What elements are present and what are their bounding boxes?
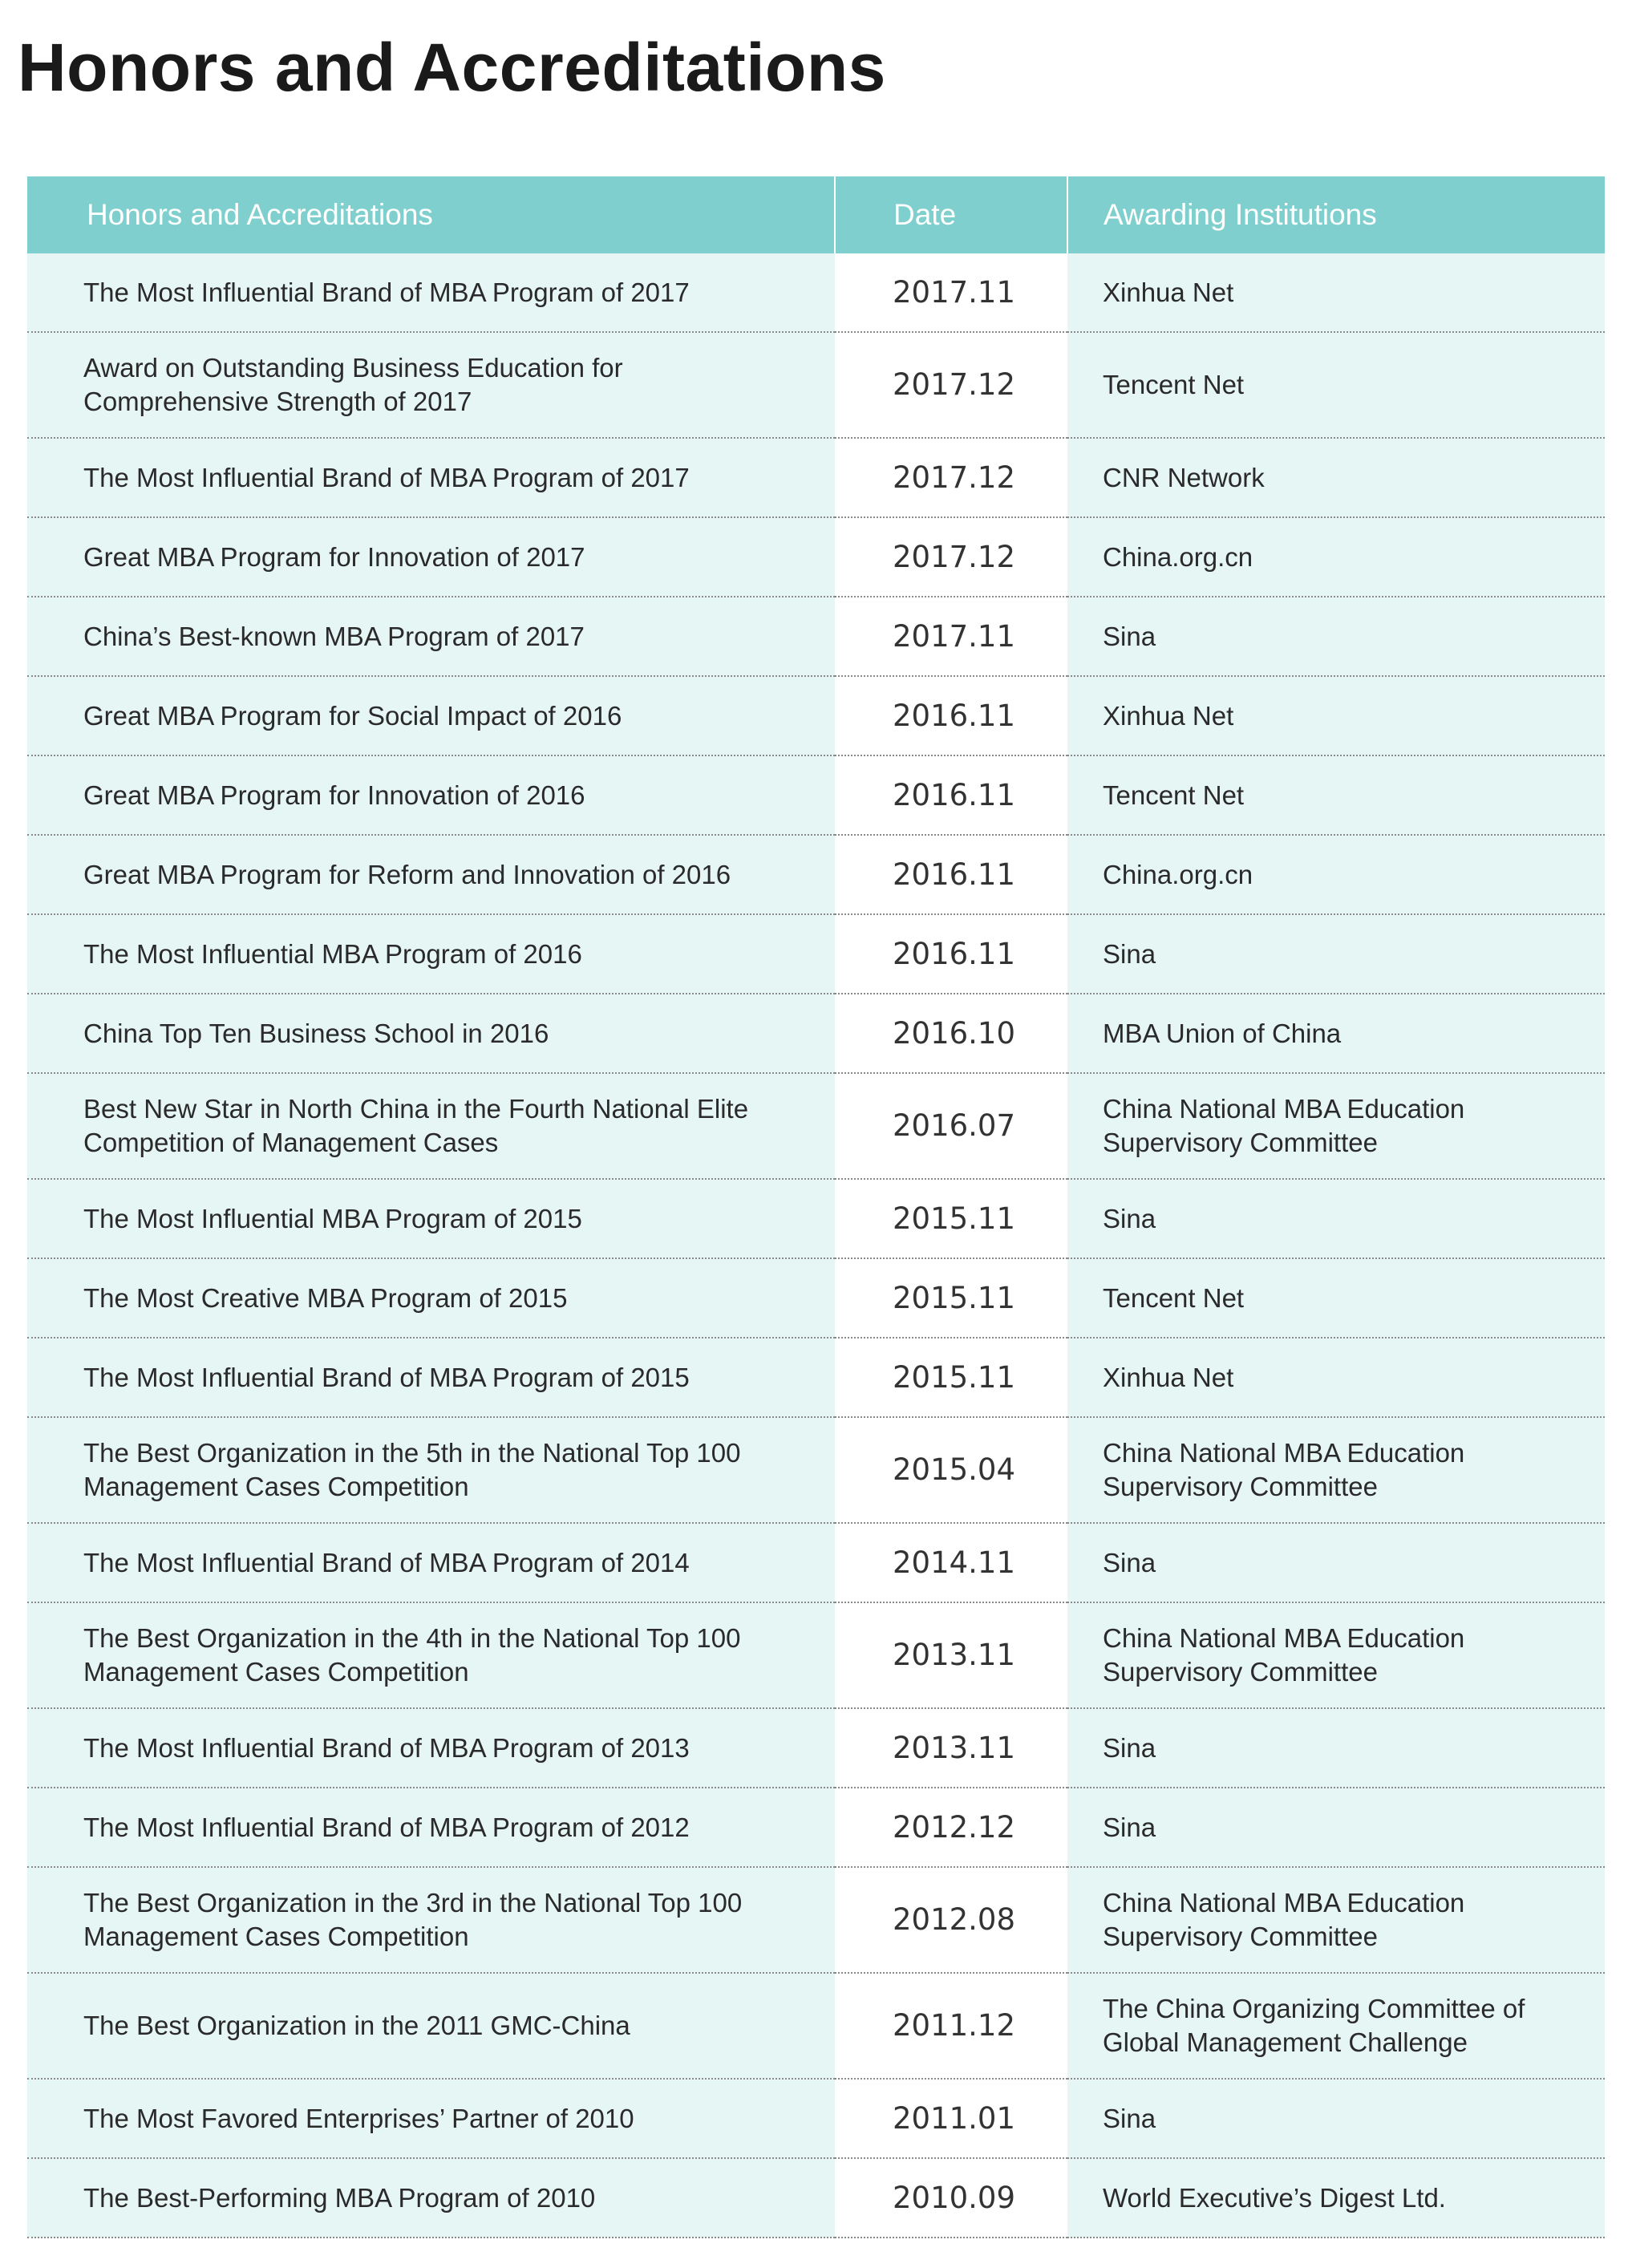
table-row (27, 1867, 1605, 1973)
honor-cell: Best New Star in North China in the Fourth National Elite Competition of Management Cases (27, 1073, 835, 1179)
institution-cell: CNR Network (1067, 438, 1605, 517)
honor-cell: Great MBA Program for Innovation of 2017 (27, 517, 835, 597)
date-cell: 2015.11 (835, 1179, 1067, 1258)
table-row (27, 1973, 1605, 2079)
table-row (27, 676, 1605, 755)
date-cell: 2016.10 (835, 994, 1067, 1073)
institution-cell: Sina (1067, 1523, 1605, 1602)
honor-cell: The Best Organization in the 3rd in the National Top 100 Management Cases Competition (27, 1867, 835, 1973)
table-body (27, 253, 1605, 2238)
institution-cell: Xinhua Net (1067, 676, 1605, 755)
date-cell: 2016.11 (835, 676, 1067, 755)
honor-cell: Great MBA Program for Social Impact of 2016 (27, 676, 835, 755)
date-cell: 2016.11 (835, 914, 1067, 994)
institution-cell: Sina (1067, 914, 1605, 994)
date-cell: 2015.11 (835, 1338, 1067, 1417)
institution-cell: China.org.cn (1067, 835, 1605, 914)
institution-cell: Sina (1067, 1788, 1605, 1867)
date-cell: 2016.11 (835, 755, 1067, 835)
table-row (27, 253, 1605, 332)
table-header-row (27, 176, 1605, 253)
honor-cell: Great MBA Program for Reform and Innovation of 2016 (27, 835, 835, 914)
institution-cell: Tencent Net (1067, 332, 1605, 438)
table-row (27, 1417, 1605, 1523)
institution-cell: Sina (1067, 1708, 1605, 1788)
honors-table (27, 176, 1605, 2238)
honor-cell: Great MBA Program for Innovation of 2016 (27, 755, 835, 835)
table-row (27, 1788, 1605, 1867)
institution-cell: Sina (1067, 597, 1605, 676)
honor-cell: The Most Influential MBA Program of 2016 (27, 914, 835, 994)
date-cell: 2013.11 (835, 1602, 1067, 1708)
page-title: Honors and Accreditations (18, 30, 886, 105)
honor-cell: China Top Ten Business School in 2016 (27, 994, 835, 1073)
date-cell: 2017.11 (835, 597, 1067, 676)
table-row (27, 1258, 1605, 1338)
date-cell: 2015.11 (835, 1258, 1067, 1338)
date-cell: 2016.07 (835, 1073, 1067, 1179)
date-cell: 2017.11 (835, 253, 1067, 332)
institution-cell: China National MBA Education Supervisory Committee (1067, 1867, 1605, 1973)
table-row (27, 438, 1605, 517)
institution-cell: MBA Union of China (1067, 994, 1605, 1073)
honor-cell: The Most Favored Enterprises’ Partner of 2010 (27, 2079, 835, 2158)
honor-cell: The Best Organization in the 2011 GMC-China (27, 1973, 835, 2079)
date-cell: 2011.12 (835, 1973, 1067, 2079)
date-cell: 2017.12 (835, 438, 1067, 517)
date-cell: 2017.12 (835, 332, 1067, 438)
table-row (27, 1179, 1605, 1258)
institution-cell: Sina (1067, 2079, 1605, 2158)
honor-cell: The Most Influential Brand of MBA Program of 2014 (27, 1523, 835, 1602)
honor-cell: The Best Organization in the 4th in the National Top 100 Management Cases Competition (27, 1602, 835, 1708)
honor-cell: The Best Organization in the 5th in the National Top 100 Management Cases Competition (27, 1417, 835, 1523)
honor-cell: The Most Influential MBA Program of 2015 (27, 1179, 835, 1258)
table-row (27, 994, 1605, 1073)
institution-cell: The China Organizing Committee of Global Management Challenge (1067, 1973, 1605, 2079)
date-cell: 2011.01 (835, 2079, 1067, 2158)
date-cell: 2012.12 (835, 1788, 1067, 1867)
column-header-honor: Honors and Accreditations (27, 176, 835, 253)
honor-cell: China’s Best-known MBA Program of 2017 (27, 597, 835, 676)
honor-cell: The Best-Performing MBA Program of 2010 (27, 2158, 835, 2238)
date-cell: 2015.04 (835, 1417, 1067, 1523)
institution-cell: China National MBA Education Supervisory Committee (1067, 1602, 1605, 1708)
honor-cell: The Most Influential Brand of MBA Program of 2017 (27, 253, 835, 332)
table-row (27, 1338, 1605, 1417)
honor-cell: Award on Outstanding Business Education for Comprehensive Strength of 2017 (27, 332, 835, 438)
date-cell: 2017.12 (835, 517, 1067, 597)
column-header-date: Date (835, 176, 1067, 253)
institution-cell: Tencent Net (1067, 755, 1605, 835)
institution-cell: World Executive’s Digest Ltd. (1067, 2158, 1605, 2238)
institution-cell: China.org.cn (1067, 517, 1605, 597)
honor-cell: The Most Influential Brand of MBA Program of 2017 (27, 438, 835, 517)
honor-cell: The Most Influential Brand of MBA Program of 2013 (27, 1708, 835, 1788)
table-row (27, 517, 1605, 597)
date-cell: 2014.11 (835, 1523, 1067, 1602)
table-row (27, 597, 1605, 676)
table-row (27, 2158, 1605, 2238)
column-header-institution: Awarding Institutions (1067, 176, 1605, 253)
institution-cell: Tencent Net (1067, 1258, 1605, 1338)
table-header (27, 176, 1605, 253)
honor-cell: The Most Influential Brand of MBA Program of 2015 (27, 1338, 835, 1417)
date-cell: 2012.08 (835, 1867, 1067, 1973)
table-row (27, 1073, 1605, 1179)
table-row (27, 1602, 1605, 1708)
table-row (27, 835, 1605, 914)
date-cell: 2010.09 (835, 2158, 1067, 2238)
table-row (27, 332, 1605, 438)
institution-cell: Xinhua Net (1067, 253, 1605, 332)
honor-cell: The Most Influential Brand of MBA Program of 2012 (27, 1788, 835, 1867)
institution-cell: Sina (1067, 1179, 1605, 1258)
date-cell: 2016.11 (835, 835, 1067, 914)
institution-cell: Xinhua Net (1067, 1338, 1605, 1417)
institution-cell: China National MBA Education Supervisory Committee (1067, 1073, 1605, 1179)
table-row (27, 914, 1605, 994)
table-row (27, 755, 1605, 835)
date-cell: 2013.11 (835, 1708, 1067, 1788)
honor-cell: The Most Creative MBA Program of 2015 (27, 1258, 835, 1338)
table-row (27, 2079, 1605, 2158)
table-row (27, 1708, 1605, 1788)
table-row (27, 1523, 1605, 1602)
institution-cell: China National MBA Education Supervisory Committee (1067, 1417, 1605, 1523)
